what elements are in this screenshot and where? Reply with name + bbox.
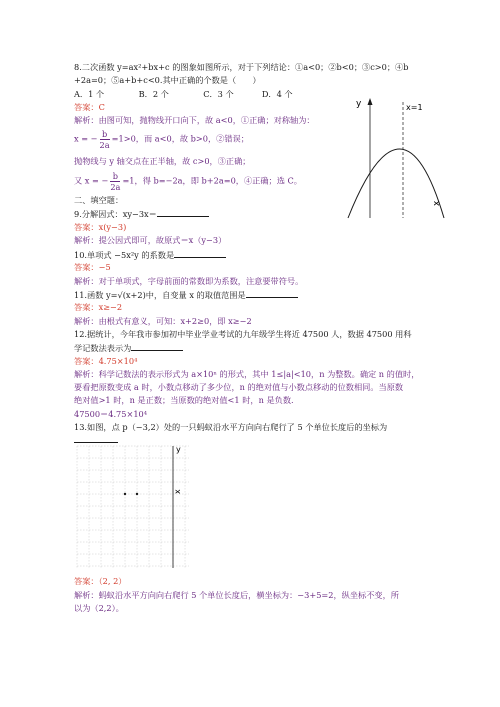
q13-analysis-line2: 以为（2,2）。 (74, 603, 124, 613)
q12-analysis-line3: 绝对值>1 时，n 是正数；当原数的绝对值<1 时，n 是负数. (74, 395, 294, 405)
q9-analysis: 解析：提公因式即可，故原式＝x（y−3） (74, 235, 227, 245)
q8-eq2-denominator: 2a (110, 182, 121, 192)
q8-eq1-right: =1>0，而 a<0，故 b>0，②错误； (111, 133, 249, 144)
q8-analysis-line1: 解析：由图可知，抛物线开口向下，故 a<0，①正确；对称轴为： (74, 115, 315, 125)
q8-option-d: D．4 个 (261, 89, 293, 99)
q8-eq2-left: 又 x = − (74, 175, 109, 186)
q8-graph-x-label: x (432, 200, 442, 206)
q13-answer-label: 答案： (74, 576, 99, 586)
q11-answer-label: 答案： (74, 302, 99, 312)
q13-answer-value: （2, 2） (98, 576, 127, 586)
q10-answer-blank (174, 249, 226, 258)
q12-answer (74, 356, 137, 367)
q8-graph-y-arrow (368, 98, 373, 105)
q13-analysis-line1: 解析：蚂蚁沿水平方向向右爬行 5 个单位长度后，横坐标为：−3+5=2，纵坐标不变，所 (74, 590, 399, 600)
q9-answer-label: 答案： (74, 222, 99, 232)
q8-stem-line1: 8.二次函数 y=ax²+bx+c 的图象如图所示，对于下列结论：①a<0；②b<0；③c>0；④b (74, 62, 409, 72)
q11-stem-text: 11.函数 y=√(x+2)中，自变量 x 的取值范围是 (74, 290, 246, 300)
q12-answer-value: 4.75×10⁴ (98, 356, 138, 366)
q12-analysis-line1: 解析：科学记数法的表示形式为 a×10ⁿ 的形式，其中 1≤|a|<10，n 为整数。确定 n 的值时， (74, 369, 420, 379)
q11-analysis: 解析：由根式有意义，可知：x+2≥0，即 x≥−2 (74, 316, 252, 326)
q13-stem: 13.如图，点 p（−3,2）处的一只蚂蚁沿水平方向向右爬行了 5 个单位长度后的坐标为 (74, 422, 388, 432)
q9-stem-text: 9.分解因式：xy−3x＝ (74, 209, 157, 219)
q10-answer-value: −5 (98, 262, 111, 272)
q11-stem (74, 289, 298, 301)
q9-answer-blank (157, 208, 209, 217)
q8-analysis-eq1 (74, 129, 249, 150)
q12-answer-blank (131, 342, 183, 351)
q8-analysis-line3: 抛物线与 y 轴交点在正半轴，故 c>0，③正确； (74, 156, 251, 166)
q13-point-b (136, 493, 138, 495)
q8-eq1-fraction (100, 129, 110, 150)
q8-option-b: B．2 个 (138, 89, 169, 99)
q9-stem (74, 208, 209, 220)
q8-eq1-numerator: b (100, 129, 110, 140)
q8-option-c: C．3 个 (203, 89, 234, 99)
q12-analysis-line2: 要看把原数变成 a 时，小数点移动了多少位，n 的绝对值与小数点移动的位数相同。当原数 (74, 382, 404, 392)
q8-graph-y-label: y (356, 99, 362, 109)
q9-answer (74, 222, 126, 233)
q12-analysis-line4: 47500＝4.75×10⁴ (74, 409, 148, 419)
q10-stem (74, 249, 226, 261)
q12-stem-line2 (74, 342, 183, 354)
q8-graph-symmetry-label: x=1 (406, 103, 423, 112)
q8-graph-parabola (348, 149, 444, 218)
q8-stem-line2: +2a=0；⑤a+b+c<0.其中正确的个数是（ ） (74, 75, 261, 85)
q12-stem-text: 学记数法表示为 (74, 343, 132, 353)
q10-answer-label: 答案： (74, 262, 99, 272)
q13-answer (74, 576, 126, 587)
q8-eq2-fraction (110, 171, 120, 192)
q8-options (74, 89, 293, 100)
q8-parabola-graph (340, 94, 450, 222)
q9-answer-value: x(y−3) (98, 222, 127, 232)
q8-answer-label: 答案： (74, 102, 99, 112)
q11-answer-blank (246, 289, 298, 298)
q8-answer-value: C (98, 102, 105, 112)
q8-eq2-right: =1，得 b=−2a，即 b+2a=0，④正确；选 C。 (122, 175, 302, 186)
q13-grid-lines (77, 446, 189, 568)
q11-answer (74, 302, 122, 313)
q10-answer (74, 262, 111, 273)
q8-answer (74, 102, 105, 113)
q13-coordinate-grid (74, 442, 194, 570)
q10-analysis: 解析：对于单项式，字母前面的常数即为系数，注意要带符号。 (74, 276, 304, 286)
q8-eq1-left: x = − (74, 133, 98, 144)
q11-answer-value: x≥−2 (98, 302, 123, 312)
q12-answer-label: 答案： (74, 356, 99, 366)
section-fill-in-blank: 二、填空题： (74, 195, 124, 205)
q12-stem-line1: 12.据统计，今年我市参加初中毕业学业考试的九年级学生将近 47500 人，数据 47500 用科 (74, 329, 412, 339)
q13-x-label: x (173, 489, 182, 494)
q10-stem-text: 10.单项式 −5x²y 的系数是 (74, 250, 175, 260)
q8-option-a: A．1 个 (74, 89, 105, 99)
q13-point-p (124, 493, 126, 495)
q8-eq1-denominator: 2a (99, 140, 110, 150)
q8-eq2-numerator: b (110, 171, 120, 182)
q8-analysis-eq2 (74, 171, 302, 192)
q13-y-label: y (176, 445, 181, 454)
